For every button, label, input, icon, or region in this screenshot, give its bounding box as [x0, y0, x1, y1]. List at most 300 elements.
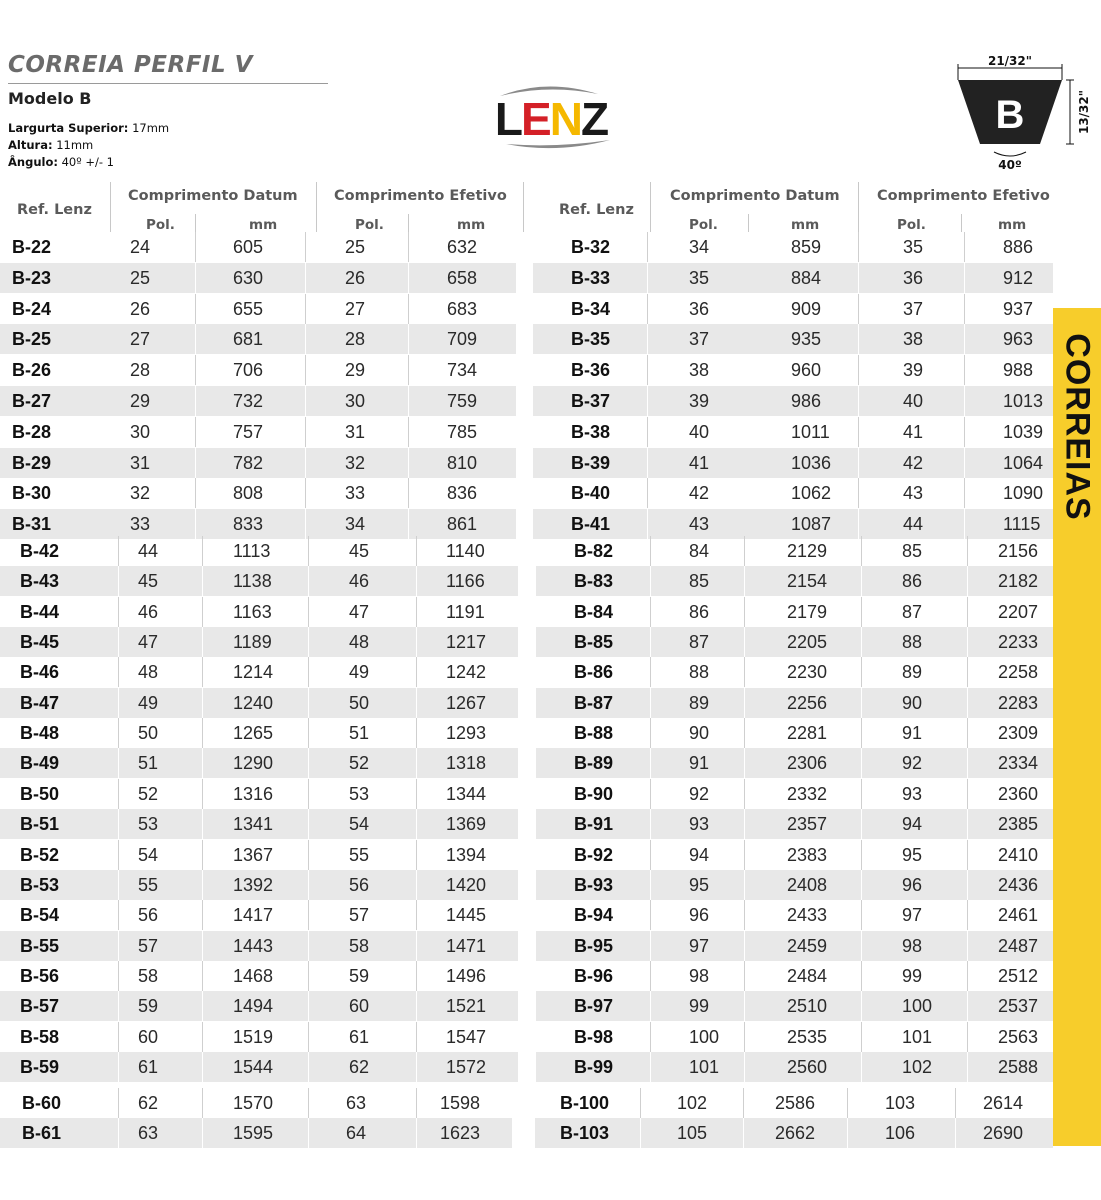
- efetivo-mm-cell: 1013: [1003, 391, 1044, 411]
- efetivo-mm-cell: 632: [447, 237, 478, 257]
- efetivo-pol-cell: 55: [349, 844, 370, 865]
- datum-pol-cell: 36: [689, 298, 710, 319]
- column-separator: [967, 931, 968, 961]
- column-separator: [118, 1052, 119, 1082]
- datum-pol-cell: 96: [689, 905, 710, 926]
- column-separator: [308, 597, 309, 627]
- column-separator: [308, 1118, 309, 1148]
- header-divider: [408, 214, 409, 232]
- column-separator: [195, 355, 196, 385]
- column-separator: [650, 779, 651, 809]
- datum-mm-cell: 1189: [233, 632, 272, 653]
- efetivo-mm-cell: 2283: [998, 692, 1039, 713]
- column-separator: [118, 597, 119, 627]
- efetivo-mm-cell: 759: [447, 391, 478, 411]
- column-separator: [202, 1022, 203, 1052]
- column-separator: [118, 748, 119, 778]
- efetivo-pol-cell: 54: [349, 814, 370, 835]
- column-separator: [650, 688, 651, 718]
- efetivo-pol-cell: 102: [902, 1056, 933, 1077]
- header-mm: mm: [457, 217, 486, 233]
- column-separator: [647, 448, 648, 478]
- datum-mm-cell: 1316: [233, 783, 274, 804]
- ref-cell: B-33: [571, 267, 611, 288]
- efetivo-mm-cell: 2309: [998, 723, 1039, 744]
- datum-mm-cell: 2281: [787, 723, 828, 744]
- column-separator: [305, 478, 306, 508]
- column-separator: [408, 355, 409, 385]
- ref-cell: B-51: [20, 814, 60, 835]
- ref-cell: B-31: [12, 514, 52, 535]
- column-separator: [967, 748, 968, 778]
- ref-cell: B-25: [12, 329, 52, 350]
- column-separator: [861, 566, 862, 596]
- datum-pol-cell: 26: [130, 298, 151, 319]
- column-separator: [744, 1022, 745, 1052]
- ref-cell: B-46: [20, 662, 60, 683]
- table-row: [533, 294, 1053, 324]
- efetivo-mm-cell: 2258: [998, 662, 1039, 683]
- datum-mm-cell: 2306: [787, 753, 828, 774]
- datum-mm-cell: 2179: [787, 601, 828, 622]
- column-separator: [305, 448, 306, 478]
- datum-pol-cell: 63: [138, 1123, 159, 1143]
- column-separator: [202, 627, 203, 657]
- ref-cell: B-52: [20, 844, 60, 865]
- column-separator: [744, 840, 745, 870]
- column-separator: [308, 900, 309, 930]
- ref-cell: B-44: [20, 601, 60, 622]
- table-row: [533, 324, 1053, 354]
- datum-pol-cell: 31: [130, 452, 151, 473]
- datum-mm-cell: 1062: [791, 483, 832, 504]
- header-ref-right: Ref. Lenz: [559, 202, 634, 218]
- column-separator: [861, 597, 862, 627]
- column-separator: [861, 779, 862, 809]
- table-row: [0, 536, 518, 566]
- column-separator: [305, 417, 306, 447]
- column-separator: [305, 355, 306, 385]
- efetivo-pol-cell: 87: [902, 601, 923, 622]
- column-separator: [416, 991, 417, 1021]
- column-separator: [743, 1118, 744, 1148]
- datum-pol-cell: 46: [138, 601, 159, 622]
- column-separator: [861, 809, 862, 839]
- spec-value: 17mm: [132, 121, 170, 135]
- datum-mm-cell: 2256: [787, 692, 828, 713]
- efetivo-pol-cell: 60: [349, 996, 370, 1017]
- efetivo-mm-cell: 1166: [446, 571, 485, 592]
- profile-height-label: 13/32": [1077, 89, 1091, 135]
- efetivo-pol-cell: 40: [903, 391, 924, 411]
- column-separator: [861, 718, 862, 748]
- column-separator: [308, 779, 309, 809]
- column-separator: [967, 657, 968, 687]
- efetivo-pol-cell: 56: [349, 874, 370, 895]
- spec-top-width: [8, 121, 169, 135]
- efetivo-mm-cell: 1217: [446, 632, 487, 653]
- column-separator: [408, 232, 409, 262]
- column-separator: [118, 1088, 119, 1118]
- datum-pol-cell: 37: [689, 329, 710, 350]
- column-separator: [416, 931, 417, 961]
- datum-pol-cell: 42: [689, 483, 710, 504]
- datum-mm-cell: 859: [791, 237, 822, 257]
- table-row: [536, 991, 1053, 1021]
- datum-pol-cell: 84: [689, 541, 710, 561]
- svg-text:LENZ: LENZ: [494, 93, 608, 145]
- efetivo-pol-cell: 62: [349, 1056, 370, 1077]
- ref-cell: B-92: [574, 844, 614, 865]
- datum-mm-cell: 2205: [787, 632, 828, 653]
- table-row: [0, 900, 518, 930]
- column-separator: [650, 597, 651, 627]
- column-separator: [195, 294, 196, 324]
- efetivo-mm-cell: 2436: [998, 874, 1039, 895]
- column-separator: [195, 263, 196, 293]
- efetivo-pol-cell: 52: [349, 753, 370, 774]
- column-separator: [308, 840, 309, 870]
- column-separator: [202, 900, 203, 930]
- datum-mm-cell: 1392: [233, 874, 274, 895]
- table-row: [536, 597, 1053, 627]
- ref-cell: B-47: [20, 692, 60, 713]
- column-separator: [650, 718, 651, 748]
- datum-pol-cell: 88: [689, 662, 710, 683]
- column-separator: [202, 566, 203, 596]
- column-separator: [195, 386, 196, 416]
- table-row: [536, 566, 1053, 596]
- column-separator: [118, 870, 119, 900]
- column-separator: [967, 1052, 968, 1082]
- column-separator: [640, 1088, 641, 1118]
- efetivo-pol-cell: 90: [902, 692, 923, 713]
- efetivo-mm-cell: 2233: [998, 632, 1039, 653]
- column-separator: [202, 840, 203, 870]
- efetivo-mm-cell: 1140: [446, 541, 485, 561]
- header-pol: Pol.: [689, 217, 718, 233]
- efetivo-mm-cell: 2207: [998, 601, 1039, 622]
- column-separator: [744, 1052, 745, 1082]
- datum-mm-cell: 1113: [233, 541, 271, 561]
- column-separator: [744, 779, 745, 809]
- column-separator: [408, 294, 409, 324]
- ref-cell: B-39: [571, 452, 611, 473]
- header-pol: Pol.: [355, 217, 384, 233]
- column-separator: [118, 657, 119, 687]
- datum-pol-cell: 48: [138, 662, 159, 683]
- efetivo-pol-cell: 43: [903, 483, 924, 504]
- datum-pol-cell: 56: [138, 905, 159, 926]
- efetivo-pol-cell: 44: [903, 514, 924, 535]
- efetivo-pol-cell: 29: [345, 360, 366, 381]
- column-separator: [308, 991, 309, 1021]
- column-separator: [861, 627, 862, 657]
- column-separator: [967, 536, 968, 566]
- ref-cell: B-93: [574, 874, 614, 895]
- column-separator: [964, 478, 965, 508]
- header-pol: Pol.: [897, 217, 926, 233]
- datum-pol-cell: 90: [689, 723, 710, 744]
- column-separator: [305, 324, 306, 354]
- column-separator: [202, 536, 203, 566]
- datum-mm-cell: 1240: [233, 692, 274, 713]
- column-separator: [650, 931, 651, 961]
- column-separator: [650, 627, 651, 657]
- column-separator: [861, 688, 862, 718]
- ref-cell: B-37: [571, 391, 611, 411]
- datum-pol-cell: 25: [130, 267, 151, 288]
- table-row: [0, 1088, 512, 1118]
- table-row: [536, 627, 1053, 657]
- datum-mm-cell: 2662: [775, 1123, 816, 1143]
- header-ref-left: Ref. Lenz: [17, 202, 92, 218]
- datum-mm-cell: 2154: [787, 571, 828, 592]
- column-separator: [744, 597, 745, 627]
- efetivo-mm-cell: 1039: [1003, 421, 1044, 442]
- header-divider: [961, 214, 962, 232]
- datum-mm-cell: 1138: [233, 571, 272, 592]
- efetivo-mm-cell: 1420: [446, 874, 487, 895]
- ref-cell: B-23: [12, 267, 52, 288]
- table-row: [0, 417, 516, 447]
- header-divider: [110, 182, 111, 232]
- datum-pol-cell: 39: [689, 391, 710, 411]
- header-mm: mm: [998, 217, 1027, 233]
- table-row: [0, 232, 516, 262]
- datum-mm-cell: 1214: [233, 662, 274, 683]
- table-row: [533, 232, 1053, 262]
- ref-cell: B-56: [20, 965, 60, 986]
- efetivo-mm-cell: 683: [447, 298, 478, 319]
- column-separator: [650, 840, 651, 870]
- column-separator: [416, 566, 417, 596]
- column-separator: [858, 232, 859, 262]
- efetivo-mm-cell: 886: [1003, 237, 1034, 257]
- column-separator: [861, 840, 862, 870]
- table-row: [0, 509, 516, 539]
- column-separator: [964, 324, 965, 354]
- datum-pol-cell: 55: [138, 874, 159, 895]
- table-row: [533, 448, 1053, 478]
- column-separator: [647, 263, 648, 293]
- lenz-logo: [486, 82, 616, 154]
- ref-cell: B-41: [571, 514, 611, 535]
- header-divider: [858, 182, 859, 232]
- column-separator: [416, 1022, 417, 1052]
- ref-cell: B-53: [20, 874, 60, 895]
- datum-pol-cell: 53: [138, 814, 159, 835]
- ref-cell: B-84: [574, 601, 614, 622]
- ref-cell: B-24: [12, 298, 52, 319]
- datum-pol-cell: 91: [689, 753, 710, 774]
- table-row: [0, 478, 516, 508]
- column-separator: [847, 1118, 848, 1148]
- ref-cell: B-87: [574, 692, 614, 713]
- ref-cell: B-27: [12, 391, 52, 411]
- table-row: [0, 597, 518, 627]
- column-separator: [202, 991, 203, 1021]
- datum-pol-cell: 101: [689, 1056, 720, 1077]
- efetivo-pol-cell: 27: [345, 298, 366, 319]
- efetivo-pol-cell: 98: [902, 935, 923, 956]
- table-row: [536, 870, 1053, 900]
- efetivo-mm-cell: 2385: [998, 814, 1039, 835]
- datum-pol-cell: 47: [138, 632, 159, 653]
- profile-width-label: 21/32": [987, 54, 1033, 68]
- spec-height: [8, 138, 93, 152]
- column-separator: [744, 536, 745, 566]
- column-separator: [308, 1022, 309, 1052]
- column-separator: [308, 566, 309, 596]
- datum-mm-cell: 808: [233, 483, 264, 504]
- efetivo-mm-cell: 1547: [446, 1026, 487, 1047]
- column-separator: [647, 417, 648, 447]
- efetivo-pol-cell: 51: [349, 723, 370, 744]
- table-row: [536, 536, 1053, 566]
- column-separator: [650, 748, 651, 778]
- column-separator: [308, 536, 309, 566]
- column-separator: [202, 870, 203, 900]
- column-separator: [847, 1088, 848, 1118]
- datum-pol-cell: 85: [689, 571, 710, 592]
- datum-pol-cell: 34: [689, 237, 710, 257]
- column-separator: [118, 566, 119, 596]
- column-separator: [650, 657, 651, 687]
- ref-cell: B-100: [560, 1093, 610, 1113]
- column-separator: [416, 840, 417, 870]
- datum-mm-cell: 706: [233, 360, 264, 381]
- column-separator: [308, 809, 309, 839]
- column-separator: [416, 688, 417, 718]
- column-separator: [861, 1022, 862, 1052]
- column-separator: [118, 688, 119, 718]
- efetivo-pol-cell: 45: [349, 541, 370, 561]
- datum-mm-cell: 2586: [775, 1093, 816, 1113]
- efetivo-mm-cell: 1064: [1003, 452, 1044, 473]
- header-efetivo-left: Comprimento Efetivo: [334, 188, 507, 204]
- table-row: [533, 386, 1053, 416]
- spec-label: Altura:: [8, 138, 53, 152]
- datum-mm-cell: 2408: [787, 874, 828, 895]
- efetivo-mm-cell: 988: [1003, 360, 1034, 381]
- column-separator: [308, 931, 309, 961]
- efetivo-mm-cell: 1191: [446, 601, 485, 622]
- ref-cell: B-82: [574, 541, 614, 561]
- efetivo-pol-cell: 91: [902, 723, 923, 744]
- table-row: [536, 1052, 1053, 1082]
- datum-pol-cell: 62: [138, 1093, 159, 1113]
- column-separator: [408, 386, 409, 416]
- column-separator: [744, 991, 745, 1021]
- efetivo-mm-cell: 658: [447, 267, 478, 288]
- datum-mm-cell: 1595: [233, 1123, 274, 1143]
- column-separator: [195, 324, 196, 354]
- ref-cell: B-89: [574, 753, 614, 774]
- column-separator: [647, 355, 648, 385]
- column-separator: [650, 566, 651, 596]
- column-separator: [858, 448, 859, 478]
- efetivo-mm-cell: 1090: [1003, 483, 1044, 504]
- column-separator: [861, 536, 862, 566]
- ref-cell: B-45: [20, 632, 60, 653]
- datum-mm-cell: 884: [791, 267, 822, 288]
- datum-mm-cell: 2357: [787, 814, 828, 835]
- header-datum-right: Comprimento Datum: [670, 188, 840, 204]
- datum-mm-cell: 833: [233, 514, 264, 535]
- column-separator: [858, 509, 859, 539]
- ref-cell: B-98: [574, 1026, 614, 1047]
- efetivo-pol-cell: 47: [349, 601, 370, 622]
- column-separator: [416, 900, 417, 930]
- efetivo-mm-cell: 1521: [446, 996, 487, 1017]
- efetivo-pol-cell: 39: [903, 360, 924, 381]
- column-separator: [118, 991, 119, 1021]
- efetivo-pol-cell: 26: [345, 267, 366, 288]
- ref-cell: B-36: [571, 360, 611, 381]
- column-separator: [650, 536, 651, 566]
- table-row: [0, 809, 518, 839]
- efetivo-pol-cell: 64: [346, 1123, 367, 1143]
- table-row: [0, 657, 518, 687]
- column-separator: [408, 478, 409, 508]
- datum-pol-cell: 29: [130, 391, 151, 411]
- table-row: [0, 1022, 518, 1052]
- efetivo-pol-cell: 33: [345, 483, 366, 504]
- column-separator: [964, 417, 965, 447]
- table-row: [0, 386, 516, 416]
- efetivo-pol-cell: 25: [345, 237, 366, 257]
- column-separator: [308, 657, 309, 687]
- header-divider: [748, 214, 749, 232]
- datum-pol-cell: 100: [689, 1026, 720, 1047]
- efetivo-mm-cell: 861: [447, 514, 478, 535]
- column-separator: [743, 1088, 744, 1118]
- efetivo-pol-cell: 101: [902, 1026, 933, 1047]
- column-separator: [744, 870, 745, 900]
- ref-cell: B-86: [574, 662, 614, 683]
- table-row: [0, 688, 518, 718]
- column-separator: [647, 324, 648, 354]
- datum-mm-cell: 1544: [233, 1056, 274, 1077]
- column-separator: [308, 627, 309, 657]
- efetivo-pol-cell: 94: [902, 814, 923, 835]
- datum-pol-cell: 61: [138, 1056, 159, 1077]
- efetivo-pol-cell: 46: [349, 571, 370, 592]
- column-separator: [202, 688, 203, 718]
- column-separator: [744, 961, 745, 991]
- column-separator: [861, 900, 862, 930]
- efetivo-pol-cell: 88: [902, 632, 923, 653]
- column-separator: [650, 961, 651, 991]
- datum-mm-cell: 1468: [233, 965, 274, 986]
- side-category-label: [1053, 308, 1101, 546]
- efetivo-pol-cell: 89: [902, 662, 923, 683]
- datum-pol-cell: 43: [689, 514, 710, 535]
- efetivo-pol-cell: 59: [349, 965, 370, 986]
- column-separator: [744, 900, 745, 930]
- datum-mm-cell: 2510: [787, 996, 828, 1017]
- table-row: [536, 779, 1053, 809]
- table-row: [0, 324, 516, 354]
- table-row: [533, 417, 1053, 447]
- datum-pol-cell: 89: [689, 692, 710, 713]
- column-separator: [858, 386, 859, 416]
- datum-pol-cell: 28: [130, 360, 151, 381]
- spec-label: Largurta Superior:: [8, 121, 129, 135]
- column-separator: [647, 509, 648, 539]
- ref-cell: B-29: [12, 452, 52, 473]
